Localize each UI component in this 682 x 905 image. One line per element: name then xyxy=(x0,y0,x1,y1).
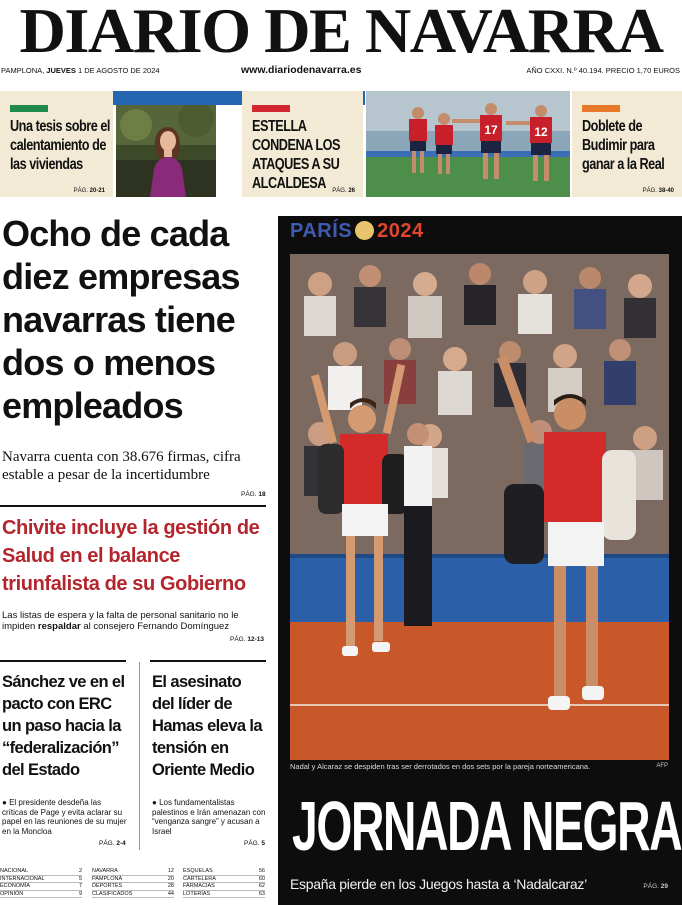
index-row[interactable]: PAMPLONA 20 xyxy=(92,875,174,882)
svg-text:17: 17 xyxy=(484,123,498,137)
main-page-ref: PÁG. 18 xyxy=(241,491,266,498)
nadal-alcaraz-photo[interactable] xyxy=(290,254,669,760)
newspaper-title: DIARIO DE NAVARRA xyxy=(19,0,663,66)
teaser-budimir[interactable] xyxy=(572,91,682,197)
index-column xyxy=(0,868,82,898)
divider xyxy=(0,660,126,662)
health-page-ref: PÁG. 12-13 xyxy=(230,636,264,643)
football-photo xyxy=(366,91,570,197)
photo-caption: Nadal y Alcaraz se despiden tras ser derrotados en dos sets por la pareja norteamericana. xyxy=(290,762,591,771)
paris-2024-logo: PARÍS 2024 xyxy=(290,220,424,242)
divider xyxy=(0,505,266,507)
teaser-headline: ESTELLA CONDENA LOS ATAQUES A SU ALCALDESA xyxy=(252,118,341,192)
teaser-page: PÁG. 38-40 xyxy=(642,188,674,194)
main-subhead: Navarra cuenta con 38.676 firmas, cifra estable a pesar de la incertidumbre xyxy=(2,449,241,483)
index-row[interactable]: LOTERÍAS 63 xyxy=(183,890,265,897)
hamas-headline[interactable]: El asesinato del líder de Hamas eleva la tensión en Oriente Medio xyxy=(152,673,262,779)
index-row[interactable]: CLASIFICADOS 44 xyxy=(92,890,174,897)
teaser-headline: Una tesis sobre el calentamiento de las viviendas xyxy=(10,118,110,173)
teaser-strip xyxy=(0,91,682,197)
sanchez-page-ref: PÁG. 2-4 xyxy=(99,840,126,847)
olympics-page-ref: PÁG. 29 xyxy=(643,883,668,890)
hamas-page-ref: PÁG. 5 xyxy=(244,840,265,847)
date-text: PAMPLONA, JUEVES 1 DE AGOSTO DE 2024 xyxy=(1,66,160,75)
health-headline[interactable]: Chivite incluye la gestión de Salud en el balance triunfalista de su Gobierno xyxy=(2,517,260,595)
sanchez-headline[interactable]: Sánchez ve en el pacto con ERC un paso hacia la “federalización” del Estado xyxy=(2,673,125,779)
column-divider xyxy=(139,662,140,850)
index-column xyxy=(92,868,174,898)
olympics-panel xyxy=(278,216,682,905)
index-row[interactable]: FARMACIAS 62 xyxy=(183,883,265,889)
index-row[interactable]: OPINIÓN 9 xyxy=(0,890,82,897)
sanchez-bullet: ● El presidente desdeña las críticas de Page y evita aclarar su papel en las reuniones de su mujer en la Moncloa xyxy=(2,798,127,836)
teaser-headline: Doblete de Budimir para ganar a la Real xyxy=(582,118,665,173)
teaser-thesis[interactable] xyxy=(0,91,113,197)
index-row[interactable]: NACIONAL 2 xyxy=(0,868,82,874)
teaser-page: PÁG. 20-21 xyxy=(73,188,105,194)
teaser-tag xyxy=(582,105,620,112)
divider xyxy=(150,660,266,662)
index-row[interactable]: ECONOMÍA 7 xyxy=(0,883,82,889)
index-row[interactable]: NAVARRA 12 xyxy=(92,868,174,874)
teaser-page: PÁG. 26 xyxy=(332,188,355,194)
hamas-bullet: ● Los fundamentalistas palestinos e Irán amenazan con “venganza sangre” y acusan a Israel xyxy=(152,798,266,836)
index-row[interactable]: ESQUELAS 56 xyxy=(183,868,265,874)
issue-price: AÑO CXXI. N.º 40.194. PRECIO 1,70 EUROS xyxy=(526,66,680,75)
olympics-headline[interactable]: JORNADA NEGRA xyxy=(292,787,682,865)
svg-text:12: 12 xyxy=(534,125,548,139)
official-figure xyxy=(404,423,432,626)
index-row[interactable]: CARTELERA 60 xyxy=(183,875,265,882)
health-summary: Las listas de espera y la falta de personal sanitario no le impiden respaldar al consejero Fernando Domínguez xyxy=(2,610,239,632)
index-row[interactable]: DEPORTES 28 xyxy=(92,883,174,889)
photo-credit: AFP xyxy=(656,763,668,769)
researcher-photo xyxy=(116,105,216,197)
teaser-estella[interactable] xyxy=(242,91,363,197)
teaser-tag xyxy=(10,105,48,112)
dateline xyxy=(0,64,682,78)
index-row[interactable]: INTERNACIONAL 5 xyxy=(0,875,82,882)
masthead xyxy=(0,0,682,66)
index-column xyxy=(183,868,265,898)
olympics-deck: España pierde en los Juegos hasta a ‘Nadalcaraz’ xyxy=(290,876,587,892)
website-link[interactable]: www.diariodenavarra.es xyxy=(241,64,362,76)
teaser-tag xyxy=(252,105,290,112)
main-headline[interactable]: Ocho de cada diez empresas navarras tiene dos o menos empleados xyxy=(2,213,240,426)
olympic-flame-icon xyxy=(355,221,374,240)
